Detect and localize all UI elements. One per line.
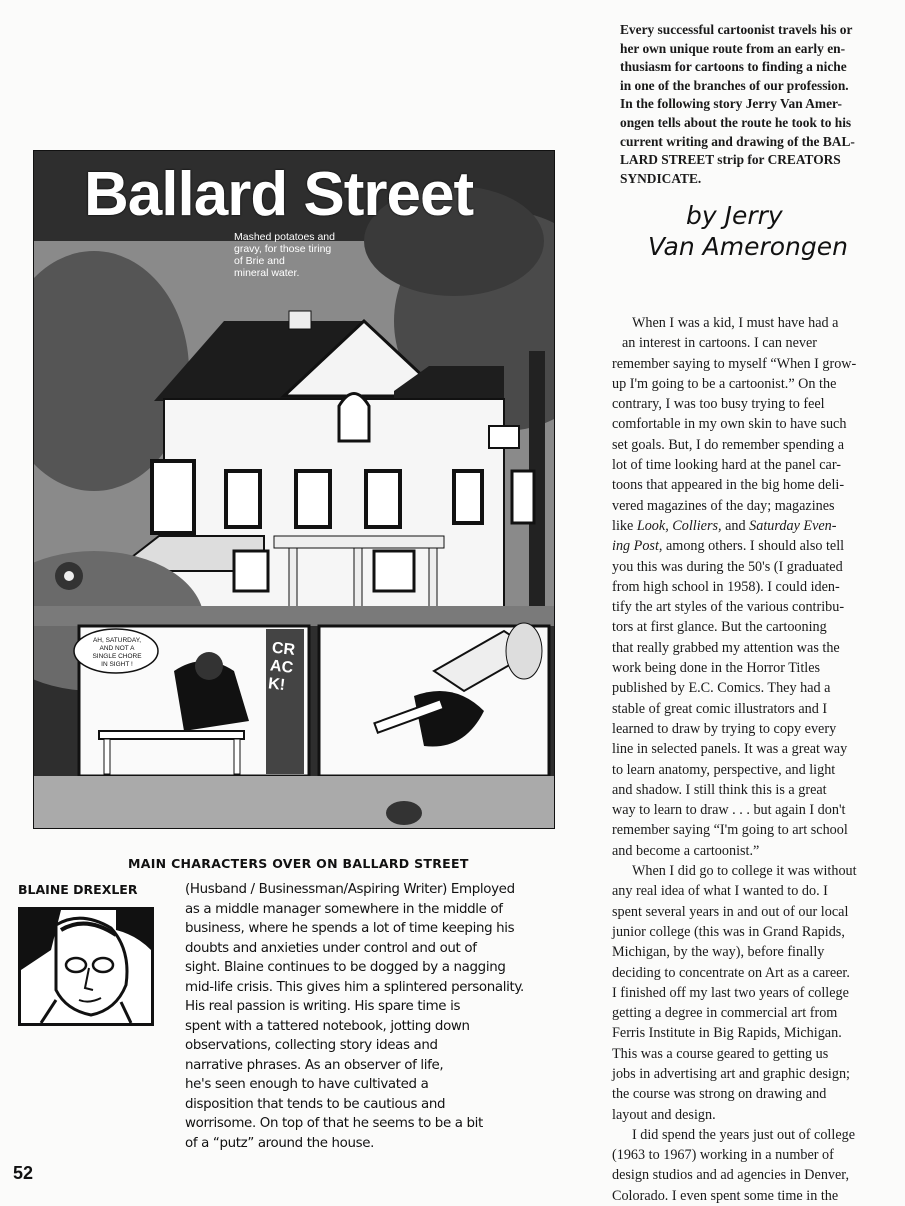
body-line: jobs in advertising art and graphic design; [612, 1065, 850, 1082]
body-line: vered magazines of the day; magazines [612, 497, 835, 514]
body-line: you this was during the 50's (I graduated [612, 558, 843, 575]
balloon-line: AND NOT A [99, 645, 135, 652]
sound-effect: CRACK! [267, 639, 296, 695]
intro-paragraph [620, 21, 892, 188]
body-line: line in selected panels. It was a great way [612, 741, 848, 758]
portrait-drawing [21, 910, 151, 1023]
body-line: published by E.C. Comics. They had a [612, 680, 831, 697]
desc-line: narrative phrases. As an observer of life, [185, 1057, 444, 1073]
subtitle-line: gravy, for those tiring [234, 243, 332, 255]
body-line [612, 536, 886, 556]
desc-line: as a middle manager somewhere in the middle of [185, 901, 503, 917]
body-fragment: , among others. I should also tell [658, 538, 845, 555]
body-line: spent several years in and out of our local [612, 903, 849, 920]
desc-line: spent with a tattered notebook, jotting down [185, 1018, 470, 1034]
desc-line: he's seen enough to have cultivated a [185, 1077, 429, 1092]
desc-line: worrisome. On top of that he seems to be a bit [185, 1116, 483, 1131]
desc-line: sight. Blaine continues to be dogged by a nagging [185, 960, 506, 975]
body-line: an interest in cartoons. I can never [622, 335, 817, 352]
byline-line: by Jerry [686, 201, 783, 230]
desc-line: (Husband / Businessman/Aspiring Writer) Employed [185, 882, 515, 897]
intro-line: in one of the branches of our profession. [620, 77, 849, 93]
body-line: comfortable in my own skin to have such [612, 416, 847, 433]
magazine-names: Look, Colliers, [636, 517, 722, 534]
body-fragment: like [612, 517, 634, 534]
body-line: to learn anatomy, perspective, and light [612, 761, 836, 778]
cartoon-subtitle [234, 231, 354, 279]
character-name: BLAINE DREXLER [18, 882, 138, 897]
body-line: layout and design. [612, 1106, 716, 1123]
intro-line: In the following story Jerry Van Amer- [620, 96, 842, 112]
body-line: design studios and ad agencies in Denver, [612, 1167, 850, 1184]
body-line: up I'm going to be a cartoonist.” On the [612, 375, 837, 392]
body-line: and shadow. I still think this is a great [612, 781, 827, 798]
body-line: tify the art styles of the various contribu- [612, 599, 845, 616]
article-body [612, 313, 886, 1206]
ballard-street-illustration [33, 150, 555, 829]
body-fragment: and [725, 517, 746, 534]
intro-line: her own unique route from an early en- [620, 40, 846, 56]
desc-line: disposition that tends to be cautious and [185, 1096, 446, 1112]
intro-line: SYNDICATE. [620, 170, 702, 186]
body-line: tors at first glance. But the cartooning [612, 619, 827, 636]
body-line: contrary, I was too busy trying to feel [612, 396, 825, 413]
body-line: toons that appeared in the big home deli- [612, 477, 845, 494]
desc-line: observations, collecting story ideas and [185, 1038, 438, 1053]
body-line: Ferris Institute in Big Rapids, Michigan. [612, 1025, 842, 1042]
body-line: remember saying to myself “When I grow- [612, 355, 857, 372]
body-line: I finished off my last two years of college [612, 984, 849, 1001]
body-line: When I did go to college it was without [632, 863, 857, 880]
intro-line: current writing and drawing of the BAL- [620, 133, 855, 149]
cartoon-title: Ballard Street [84, 160, 474, 229]
magazine-name: ing Post [612, 538, 659, 555]
byline-author: Van Amerongen [648, 232, 848, 261]
body-line: Michigan, by the way), before finally [612, 944, 825, 961]
desc-line: mid-life crisis. This gives him a splintered personality. [185, 979, 524, 995]
subtitle-line: of Brie and [234, 255, 285, 267]
intro-line: LARD STREET strip for CREATORS [620, 152, 841, 168]
balloon-line: SINGLE CHORE [92, 653, 142, 660]
desc-line: doubts and anxieties under control and out of [185, 940, 477, 956]
body-line: work being done in the Horror Titles [612, 660, 821, 677]
body-line: Colorado. I even spent some time in the [612, 1187, 839, 1204]
body-line: from high school in 1958). I could iden- [612, 578, 840, 595]
speech-balloon [85, 637, 149, 669]
page-number: 52 [13, 1163, 34, 1183]
subtitle-line: Mashed potatoes and [234, 231, 335, 243]
body-line: remember saying “I'm going to art school [612, 822, 848, 839]
intro-line: Every successful cartoonist travels his or [620, 22, 853, 37]
intro-line: ongen tells about the route he took to his [620, 114, 852, 130]
body-line: deciding to concentrate on Art as a career. [612, 964, 850, 981]
body-line: I did spend the years just out of college [632, 1126, 856, 1143]
desc-line: of a “putz” around the house. [185, 1135, 375, 1151]
character-portrait [18, 907, 154, 1026]
magazine-name: Saturday Even- [749, 517, 837, 534]
character-description [185, 880, 575, 1153]
body-line: This was a course geared to getting us [612, 1045, 829, 1062]
subtitle-line: mineral water. [234, 267, 300, 279]
balloon-line: IN SIGHT ! [101, 661, 133, 668]
body-line: any real idea of what I wanted to do. I [612, 883, 828, 900]
intro-line: thusiasm for cartoons to finding a niche [620, 59, 847, 75]
body-line: set goals. But, I do remember spending a [612, 436, 845, 453]
body-line: junior college (this was in Grand Rapids, [612, 923, 845, 940]
balloon-line: AH, SATURDAY, [92, 637, 142, 644]
desc-line: business, where he spends a lot of time keeping his [185, 921, 515, 936]
body-line: way to learn to draw . . . but again I don't [612, 802, 846, 819]
body-line: learned to draw by trying to copy every [612, 720, 837, 737]
body-line: (1963 to 1967) working in a number of [612, 1147, 834, 1164]
body-line: When I was a kid, I must have had a [632, 315, 839, 331]
body-line: that really grabbed my attention was the [612, 639, 840, 656]
body-line [612, 516, 886, 536]
body-line: stable of great comic illustrators and I [612, 700, 828, 717]
byline [648, 200, 898, 262]
body-line: and become a cartoonist.” [612, 842, 760, 859]
body-line: the course was strong on drawing and [612, 1086, 827, 1103]
section-heading: MAIN CHARACTERS OVER ON BALLARD STREET [128, 856, 469, 871]
body-line: getting a degree in commercial art from [612, 1005, 838, 1022]
desc-line: His real passion is writing. His spare time is [185, 999, 461, 1014]
body-line: lot of time looking hard at the panel car- [612, 457, 842, 474]
